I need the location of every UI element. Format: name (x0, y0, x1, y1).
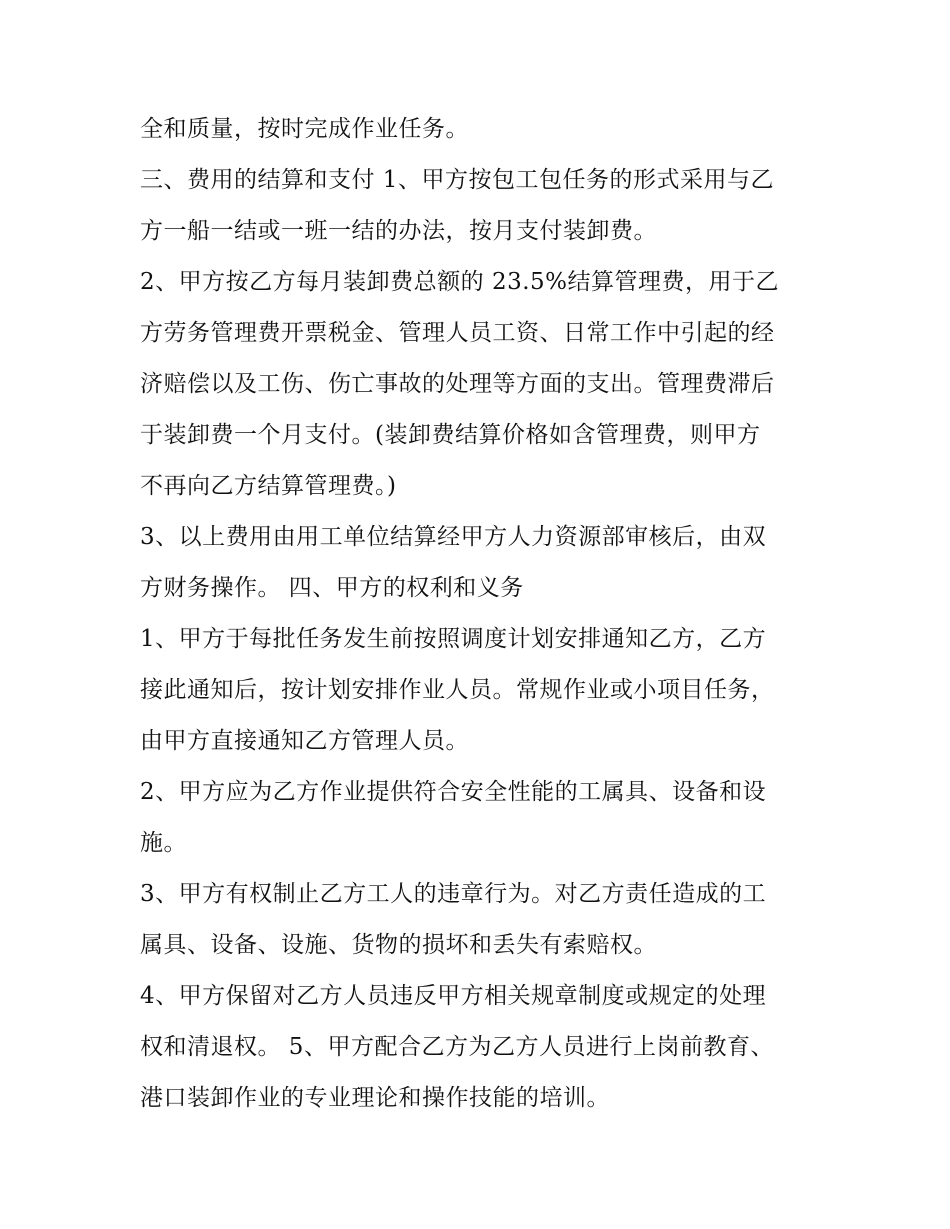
text-line: 方财务操作。 四、甲方的权利和义务 (140, 575, 524, 601)
text-line: 港口装卸作业的专业理论和操作技能的培训。 (140, 1085, 610, 1111)
text-line: 方一船一结或一班一结的办法，按月支付装卸费。 (140, 218, 657, 244)
text-line: 接此通知后，按计划安排作业人员。常规作业或小项目任务， (140, 677, 775, 703)
text-line: 属具、设备、设施、货物的损坏和丢失有索赔权。 (140, 932, 657, 958)
text-line: 全和质量，按时完成作业任务。 (140, 116, 469, 142)
text-line: 方劳务管理费开票税金、管理人员工资、日常工作中引起的经 (140, 320, 775, 346)
text-line: 施。 (140, 830, 187, 856)
document-body (140, 104, 830, 1124)
text-line: 4、甲方保留对乙方人员违反甲方相关规章制度或规定的处理 (140, 983, 767, 1009)
text-line: 不再向乙方结算管理费。) (140, 473, 397, 499)
text-line: 2、甲方应为乙方作业提供符合安全性能的工属具、设备和设 (140, 779, 767, 805)
text-line: 三、费用的结算和支付 1、甲方按包工包任务的形式采用与乙 (140, 167, 774, 193)
text-line: 权和清退权。 5、甲方配合乙方为乙方人员进行上岗前教育、 (140, 1034, 774, 1060)
text-line: 2、甲方按乙方每月装卸费总额的 23.5%结算管理费，用于乙 (140, 269, 780, 295)
text-line: 3、甲方有权制止乙方工人的违章行为。对乙方责任造成的工 (140, 881, 767, 907)
text-line: 于装卸费一个月支付。(装卸费结算价格如含管理费，则甲方 (140, 422, 761, 448)
text-line: 1、甲方于每批任务发生前按照调度计划安排通知乙方，乙方 (140, 626, 767, 652)
text-line: 3、以上费用由用工单位结算经甲方人力资源部审核后，由双 (140, 524, 767, 550)
text-line: 由甲方直接通知乙方管理人员。 (140, 728, 469, 754)
text-line: 济赔偿以及工伤、伤亡事故的处理等方面的支出。管理费滞后 (140, 371, 775, 397)
